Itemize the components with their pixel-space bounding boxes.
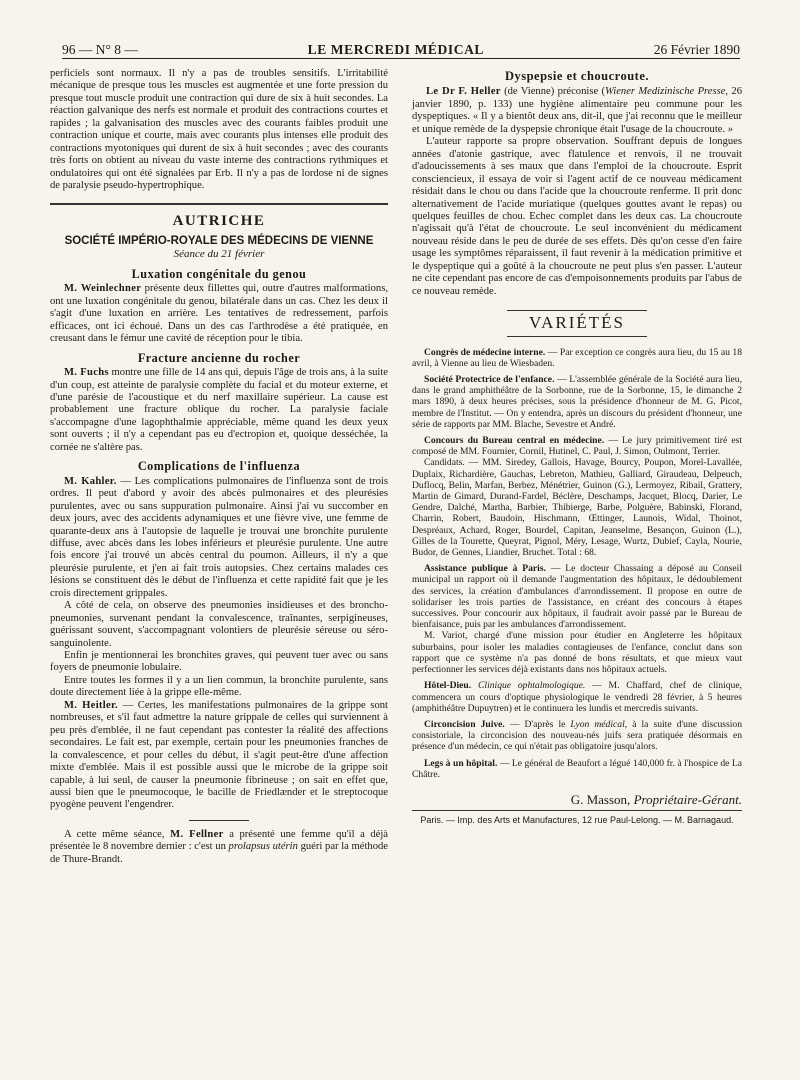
news-label: Legs à un hôpital. <box>424 757 498 769</box>
news-text: — D'après le <box>504 718 571 730</box>
news-item <box>412 719 742 753</box>
article-heading: Fracture ancienne du rocher <box>137 350 301 365</box>
article-paragraph <box>50 829 388 866</box>
society-name: SOCIÉTÉ IMPÉRIO-ROYALE DES MÉDECINS DE VIENNE <box>64 234 374 247</box>
news-text: — Le général de Beaufort a légué 140,000 fr. à l'hospice de La Châtre. <box>412 757 742 780</box>
news-label: Hôtel-Dieu. <box>424 680 472 692</box>
news-label: Assistance publique à Paris. <box>424 563 546 575</box>
news-item <box>412 435 742 558</box>
article-heading: Complications de l'influenza <box>137 459 301 474</box>
news-label: Société Protectrice de l'enfance. <box>424 374 555 386</box>
news-item <box>412 680 742 714</box>
article-paragraph: A côté de cela, on observe des pneumonies insidieuses et des broncho-pneumonies, survenant pendant la convalescence, traînantes, serpigineuses, guérissant souvent, s'accompagnant volontiers de pleurésie séreuse ou séro-sanguinolente. <box>50 600 388 649</box>
article-paragraph <box>50 476 388 601</box>
news-label: Concours du Bureau central en médecine. <box>424 435 605 447</box>
continued-paragraph: perficiels sont normaux. Il n'y a pas de troubles sensitifs. L'irritabilité mécanique de presque tous les muscles est augmentée et une forte pression du presque tout muscle produit une contraction qui dure de six à huit secondes. La réaction galvanique des nerfs est normale et produit des contractions courtes et rapides ; la galvanisation des muscles avec des courants faibles produit une contraction unique et courte, mais avec courants plus intenses elle produit des contractions myotoniques qui durent de six à huit secondes ; avec des courants très forts on obtient au niveau du vaste interne des contractions rythmiques et ondulatoires qui ont été signalées par Erb. Il n'y a pas de lordose ni de signes de paralysie pseudo-hypertrophique. <box>50 68 388 192</box>
article-paragraph <box>50 283 388 345</box>
italic-term: Lyon médical <box>570 718 625 730</box>
news-text: — L'assemblée générale de la Société aura lieu, dans le grand amphithéâtre de la Sorbonne, rue de la Sorbonne, 15, le dimanche 2 mars 1890, à deux heures précises, sous la présidence d'honneur de M. G. Picot, membre de l'Institut. — On y entendra, après un discours du président d'honneur, une série de rapports par MM. Blache, Sevestre et André. <box>412 374 742 430</box>
news-text: — M. Chaffard, chef de clinique, commencera un cours d'optique physiologique le vendredi 28 février, à 5 heures (amphithéâtre Dupuytren) et le continuera les lundis et mercredis suivants. <box>412 680 742 714</box>
news-item <box>412 563 742 675</box>
paragraph-text: — Certes, les manifestations pulmonaires de la grippe sont nombreuses, et s'il faut admettre la nature grippale de celles qui surviennent à peu près d'emblée, il ne faut cependant pas contester la réalité des affections secondaires. Le fait est, par exemple, certain pour les pneumonies franches de la convalescence, et pour celles du début, il s'agit peut-être d'une affection mixte d'emblée. Mais il est possible aussi que le microbe de la grippe soit capable, à lui seul, de causer la pneumonie fibrineuse ; on sait en effet que, aussi bien que le pneumocoque, le bacille de Friedlænder et le streptocoque pyogène peuvent l'engendrer. <box>50 699 388 811</box>
article-paragraph: Entre toutes les formes il y a un lien commun, la bronchite purulente, sans doute directement liée à la grippe elle-même. <box>50 674 388 699</box>
news-item <box>412 347 742 369</box>
news-text: M. Variot, chargé d'une mission pour étudier en Angleterre les hôpitaux suburbains, pour isoler les maladies contagieuses de l'enfance, conclut dans son rapport que ce système n'a pas donné de bons résultats, et que mieux vaut perfectionner les services déjà existants dans nos hôpitaux actuels. <box>412 630 742 676</box>
article-paragraph: L'auteur rapporte sa propre observation. Souffrant depuis de longues années d'atonie gastrique, avec flatulence et renvois, il ne trouvait d'adoucissements à ses maux que dans l'emploi de la choucroute. Esprit consciencieux, il essaya de voir si l'agent actif de ce nouveau médicament résidait dans le chou ou dans l'acide que la choucroute renferme. Il prit donc alternativement de l'acide muriatique (quelques gouttes avant le repas) ou quelques feuilles de chou. Echec complet dans les deux cas. La choucroute n'agissait qu'à l'état de choucroute. Le seul inconvénient du médicament nouveau réside dans le peu de durée de ses effets. Dès qu'on cesse d'en faire usage les symptômes réparaissent, il faut revenir à la médication primitive et le dyspeptique qui a goûté à la choucroute ne peut plus s'en passer. L'auteur ne cite cependant pas encore de cas d'empoisonnements produits par l'abus de ce nouveau remède. <box>412 136 742 297</box>
publisher-name: G. Masson, <box>570 791 634 807</box>
speaker-name: M. Weinlechner <box>64 283 142 295</box>
page-header <box>62 36 740 59</box>
italic-term: prolapsus utérin <box>228 841 298 853</box>
article-heading: Dyspepsie et choucroute. <box>504 69 650 83</box>
separator-rule <box>189 820 249 821</box>
paragraph-text: montre une fille de 14 ans qui, depuis l'âge de trois ans, à la suite d'un coup, est atteinte de paralysie complète du facial et du moteur externe, et d'une parésie de l'acoustique et du nerf maxillaire supérieur. La cause est probablement une fracture oblique du rocher. La paralysie faciale s'accompagne d'une lagophthalmie appréciable, même quand les deux yeux sont ouverts ; il n'y a cependant pas eu d'ectropion et, quoique desséchée, la cornée ne s'altère pas. <box>50 367 388 453</box>
news-text: — Le jury primitivement tiré est composé de MM. Fournier, Cornil, Hutinel, C. Paul, J. Simon, Oulmont, Terrier. <box>412 435 742 458</box>
article-paragraph <box>50 367 388 454</box>
italic-term: Wiener Medizinische Presse <box>605 86 726 98</box>
printer-line: Paris. — Imp. des Arts et Manufactures, 12 rue Paul-Lelong. — M. Barnagaud. <box>420 815 734 826</box>
news-text: — Le docteur Chassaing a déposé au Conseil municipal un rapport où il demande l'augmentation des hôpitaux, le dédoublement des services, la création d'ambulances d'arrondissement. Il propose en outre de solidariser les trois parties de l'assistance, en créant des concours à étapes successives. Pour concourir aux hôpitaux, il faudrait avoir passé par le Bureau de bienfaisance, puis par les ambulances d'arrondissement. <box>412 563 742 631</box>
speaker-name: M. Kahler. <box>64 475 117 487</box>
article-paragraph <box>412 86 742 136</box>
paragraph-text: (de Vienne) préconise ( <box>500 86 606 98</box>
news-label: Congrès de médecine interne. <box>424 346 546 358</box>
paragraph-text: , 26 janvier 1890, p. 133) une hygiène alimentaire peu commune pour les dyspeptiques. « Il y a bientôt deux ans, dit-il, que j'ai reconnu que le meilleur et unique remède de la dyspepsie chronique était l'usage de la choucroute. » <box>412 86 742 135</box>
issue-date: 26 Février 1890 <box>653 42 740 57</box>
news-text: , à la suite d'une discussion consistoriale, la circoncision des nouveau-nés juifs sera pratiquée désormais en présence d'un médecin, ce qui n'était pas obligatoire jusqu'alors. <box>412 718 743 753</box>
speaker-name: M. Heitler. <box>64 699 118 711</box>
right-column <box>412 68 742 827</box>
article-paragraph: Enfin je mentionnerai les bronchites graves, qui peuvent tuer avec ou sans foyers de pneumonie lobulaire. <box>50 650 388 674</box>
paragraph-text: a présenté une femme qu'il a déjà présentée le 8 novembre dernier : c'est un <box>50 828 388 853</box>
publisher-role: Propriétaire-Gérant. <box>633 791 742 807</box>
news-text: — Par exception ce congrès aura lieu, du 15 au 18 avril, à Vienne au lieu de Wiesbaden. <box>412 346 742 369</box>
paragraph-text: présente deux fillettes qui, outre d'autres malformations, ont une luxation congénitale du genou, bilatérale dans un cas. Chez les deux il s'agit d'une luxation en arrière. Les tentatives de redressement, parfois efficaces, ont ici échoué. Dans un des cas l'arthrodèse a été pratiquée, en creusant dans le fémur une cavité de réception pour le tibia. <box>50 283 388 345</box>
page-number: 96 — N° 8 — <box>62 42 138 57</box>
journal-title: LE MERCREDI MÉDICAL <box>307 42 485 57</box>
speaker-name: M. Fellner <box>170 828 224 840</box>
news-item <box>412 758 742 780</box>
news-label: Circoncision Juive. <box>424 718 505 730</box>
paragraph-text: A cette même séance, <box>64 828 171 840</box>
footer-rule <box>412 810 742 811</box>
publisher-signature <box>412 791 742 807</box>
paragraph-text: — Les complications pulmonaires de l'influenza sont de trois ordres. Il peut d'abord y avoir des abcès pulmonaires et des pleurésies purulentes, avec ou sans suppuration pulmonaire. Ainsi j'ai vu succomber en deux jours, avec des accidents adynamiques et une fièvre vive, une femme de quarante-deux ans à l'autopsie de laquelle je trouvai une bronchite purulente diffuse, avec abcès dans les lobes inférieurs et pleurésie purulente. Une autre fois encore j'ai trouvé un abcès central du poumon. Ailleurs, il n'y a que pleurésie purulente, et j'en ai fait trois autopsies. Chez certains malades ces lésions se constituent dès le début de l'influenza et cette rapidité fait que je les crois directement grippales. <box>50 475 388 599</box>
session-date: Séance du 21 février <box>173 248 265 261</box>
paragraph-text: guéri par la méthode de Thure-Brandt. <box>50 841 388 865</box>
speaker-name: M. Fuchs <box>64 367 109 379</box>
article-paragraph <box>50 700 388 812</box>
italic-term: Clinique ophtalmologique. <box>471 680 586 692</box>
speaker-name: Le Dr F. Heller <box>426 86 501 98</box>
section-title: AUTRICHE <box>50 203 388 227</box>
news-item <box>412 374 742 430</box>
varietes-title: VARIÉTÉS <box>507 310 647 336</box>
article-heading: Luxation congénitale du genou <box>131 266 307 281</box>
left-column <box>50 68 388 866</box>
candidates-list: Candidats. — MM. Siredey, Gallois, Havage, Bourcy, Poupon, Morel-Lavallée, Duplaix, Richardière, Gauchas, Lebreton, Mathieu, Galliard, Giraudeau, Delpeuch, Duflocq, Belin, Marfan, Berbez, Ménétrier, Guinon (G.), Lermoyez, Ribail, Grattery, Martin de Gimard, Durand-Fardel, Béclère, Deschamps, Jacquet, Blocq, Darier, Le Gendre, Dalché, Martha, Barbier, Thibierge, Barbe, Polguère, Babinski, Florand, Charrin, Robert, Baudoin, Hischmann, Œttinger, Launois, Widal, Thoinot, Despréaux, Achard, Roger, Bourdel, Capitan, Jeanselme, Besançon, Guinon (L.), Gilles de la Tourette, Queyrat, Pignol, Méry, Lesage, Wurtz, Dubief, Cayla, Nourie, Budor, de Gennes, Liandier, Bruchet. Total : 68. <box>412 457 742 559</box>
